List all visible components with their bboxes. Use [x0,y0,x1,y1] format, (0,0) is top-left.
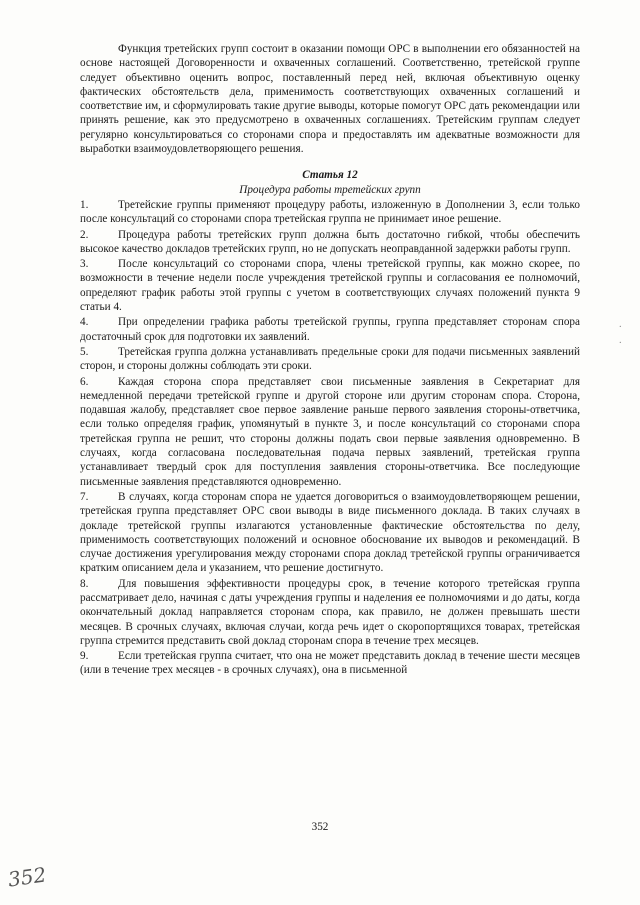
paragraph-text: Для повышения эффективности процедуры срок, в течение которого третейская группа рассматривает дело, начиная с даты учреждения группы и наделения ее полномочиями и до даты, когда окончательный доклад направляется сторонам спора, как правило, не должен превышать шести месяцев. В срочных случаях, включая случаи, когда речь идет о скоропортящихся товарах, третейская группа стремится представить свой доклад сторонам спора в течение трех месяцев. [80,577,580,647]
paragraph-text: После консультаций со сторонами спора, члены третейской группы, как можно скорее, по возможности в течение недели после учреждения третейской группы и согласования ее полномочий, определяют график работы этой группы с учетом в соответствующих случаях положений пункта 9 статьи 4. [80,258,580,314]
paragraph-text: При определении графика работы третейской группы, группа представляет сторонам спора достаточный срок для подготовки их заявлений. [80,316,580,343]
paragraph-text: Если третейская группа считает, что она не может представить доклад в течение шести месяцев (или в течение трех месяцев - в срочных случаях), она в письменной [80,650,580,677]
paragraph-text: Каждая сторона спора представляет свои письменные заявления в Секретариат для немедленной передачи третейской группе и другой стороне или другим сторонам спора. Сторона, подавшая жалобу, представляет свое первое заявление раньше первого заявления стороны-ответчика, если только определяя график, упомянутый в пункте 3, и после консультаций со сторонами спора третейская группа не решит, что стороны должны подать свои первые заявления одновременно. В случаях, когда согласована последовательная подача первых заявлений, третейская группа устанавливает твердый срок для поступления заявления стороны-ответчика. Все последующие письменные заявления представляются одновременно. [80,375,580,488]
paragraph-7 [80,490,580,576]
paragraph-5 [80,345,580,374]
paragraph-text: Третейские группы применяют процедуру работы, изложенную в Дополнении 3, если только после консультаций со сторонами спора третейская группа не принимает иное решение. [80,198,580,226]
paragraph-6 [80,375,580,489]
paragraph-number: 6. [80,375,89,388]
paragraph-4 [80,315,580,344]
paragraph-number: 2. [80,228,89,241]
scan-mark: · [618,338,622,349]
intro-paragraph: Функция третейских групп состоит в оказании помощи ОРС в выполнении его обязанностей на основе настоящей Договоренности и охваченных соглашений. Соответственно, третейской группе следует объективно оценить вопрос, поставленный перед ней, включая объективную оценку фактических обстоятельств дела, применимость соответствующих охваченных соглашений и соответствие им, и сформулировать такие другие выводы, которые помогут ОРС дать рекомендации или принять решение, как это предусмотрено в охваченных соглашениях. Третейским группам следует регулярно консультироваться со сторонами спора и предоставлять им адекватные возможности для выработки взаимоудовлетворяющего решения. [80,43,580,156]
article-title: Статья 12 [302,169,358,182]
scan-mark: · [618,322,622,333]
paragraph-number: 1. [80,198,89,211]
paragraph-3 [80,257,580,314]
paragraph-text: В случаях, когда сторонам спора не удается договориться о взаимоудовлетворяющем решении, третейская группа представляет ОРС свои выводы в виде письменного доклада. В таких случаях в докладе третейской группы излагаются установленные фактические обстоятельства по делу, применимость соответствующих положений и основное обоснование их выводов и рекомендаций. В случае достижения урегулирования между сторонами спора доклад третейской группы ограничивается кратким описанием дела и указанием, что решение достигнуто. [80,490,580,575]
page-number: 352 [311,821,329,833]
paragraph-text: Процедура работы третейских групп должна быть достаточно гибкой, чтобы обеспечить высокое качество докладов третейских групп, но не допускать неоправданной задержки работы групп. [80,228,580,255]
article-subtitle: Процедура работы третейских групп [239,183,421,196]
paragraph-1 [80,198,580,227]
handwritten-page-number: 352 [6,862,48,892]
paragraph-number: 5. [80,345,89,358]
paragraph-number: 8. [80,577,89,590]
paragraph-2 [80,228,580,257]
paragraph-number: 7. [80,490,89,503]
document-body [80,42,580,678]
paragraph-number: 3. [80,258,89,271]
paragraph-9 [80,649,580,678]
paragraph-8 [80,577,580,648]
paragraph-text: Третейская группа должна устанавливать предельные сроки для подачи письменных заявлений сторон, и стороны должны соблюдать эти сроки. [80,345,580,373]
paragraph-number: 9. [80,650,89,663]
paragraph-number: 4. [80,316,89,329]
